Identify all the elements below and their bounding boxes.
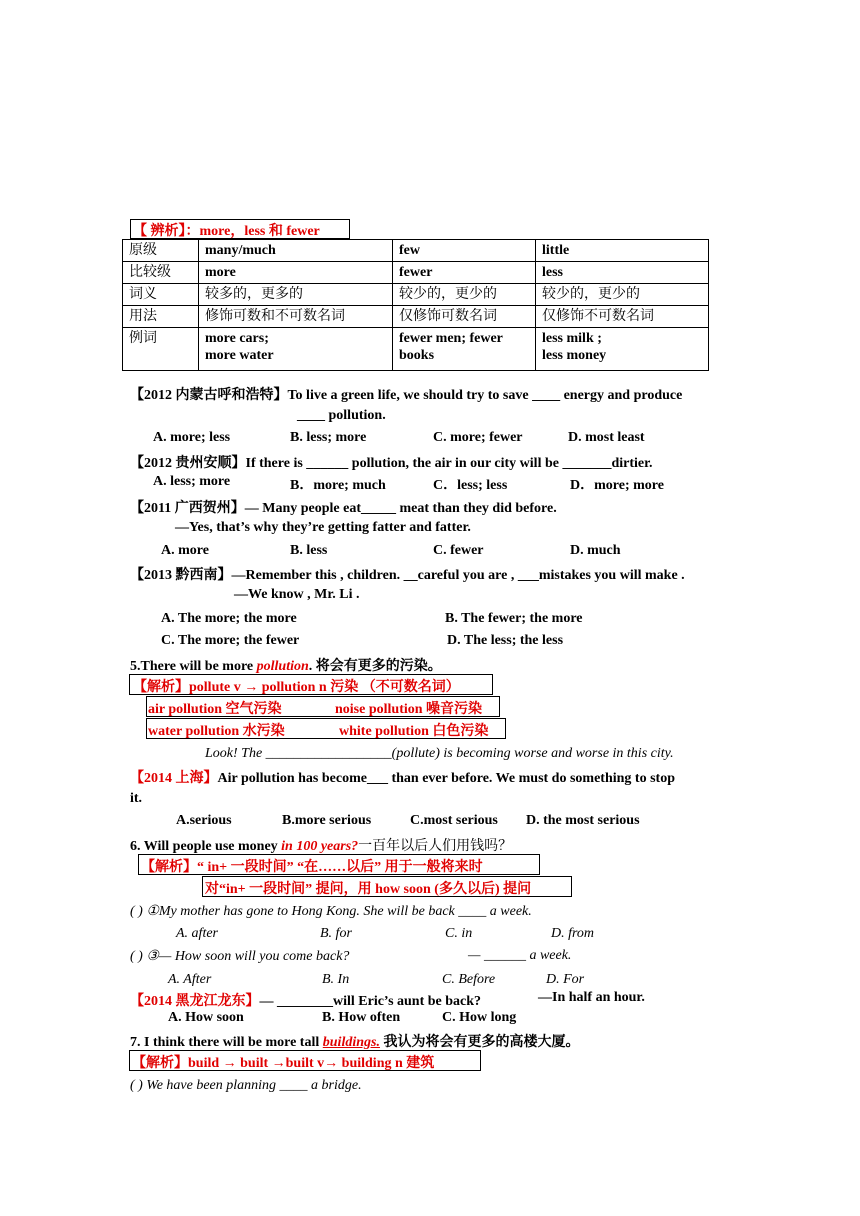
question-2 bbox=[130, 452, 653, 472]
sentence-text: 5.There will be more bbox=[130, 659, 257, 674]
table-cell: 例词 bbox=[123, 328, 199, 371]
sentence-translation: 我认为将会有更多的高楼大厦。 bbox=[379, 1035, 580, 1050]
question-stem: Air pollution has become___ than ever before. We must do something to stop bbox=[217, 771, 675, 786]
option: B. How often bbox=[322, 1010, 401, 1025]
analysis-text: 【解析】“ in+ 一段时间” “在……以后” 用于一般将来时 bbox=[141, 860, 483, 875]
question-source: 【2012 贵州安顺】 bbox=[130, 456, 246, 471]
option: B. less bbox=[290, 543, 328, 558]
option: C. fewer bbox=[433, 543, 484, 558]
option: D. most least bbox=[568, 430, 645, 445]
sentence-5 bbox=[130, 655, 442, 675]
table-cell: 较多的，更多的 bbox=[199, 284, 393, 306]
phrase: noise pollution 噪音污染 bbox=[335, 702, 483, 717]
question-source: 【2013 黔西南】 bbox=[130, 568, 232, 583]
sentence-text: 7. I think there will be more tall bbox=[130, 1035, 323, 1050]
table-row bbox=[123, 262, 709, 284]
question-source: 【2014 上海】 bbox=[130, 771, 218, 786]
option: D. much bbox=[570, 543, 621, 558]
option: B. less; more bbox=[290, 430, 367, 445]
option: D．more; more bbox=[570, 478, 664, 493]
table-cell: many/much bbox=[199, 240, 393, 262]
option: D. from bbox=[551, 926, 595, 941]
option: A. How soon bbox=[168, 1010, 244, 1025]
question-source: 【2011 广西贺州】 bbox=[130, 501, 245, 516]
table-cell: 较少的，更少的 bbox=[536, 284, 709, 306]
option: C. Before bbox=[442, 972, 496, 987]
table-cell: 比较级 bbox=[123, 262, 199, 284]
question-stem-cont: ____ pollution. bbox=[297, 408, 386, 423]
question-stem-cont: —We know , Mr. Li . bbox=[234, 587, 360, 602]
option: C. more; fewer bbox=[433, 430, 523, 445]
option: B．more; much bbox=[290, 478, 386, 493]
analysis-text: 对“in+ 一段时间” 提问，用 how soon (多久以后) 提问 bbox=[205, 882, 532, 897]
table-row bbox=[123, 328, 709, 371]
question-source: 【2014 黑龙江龙东】 bbox=[130, 994, 260, 1009]
question-3 bbox=[130, 497, 557, 517]
table-row bbox=[123, 306, 709, 328]
option: C. The more; the fewer bbox=[161, 633, 300, 648]
sentence-keyword: in 100 years? bbox=[281, 839, 359, 854]
option: A. After bbox=[168, 972, 212, 987]
question-stem: If there is ______ pollution, the air in our city will be _______dirtier. bbox=[245, 456, 653, 471]
table-cell: 修饰可数和不可数名词 bbox=[199, 306, 393, 328]
question-6 bbox=[130, 990, 481, 1010]
exercise-line: ( ) ①My mother has gone to Hong Kong. She will be back ____ a week. bbox=[130, 904, 532, 919]
question-stem: — Many people eat_____ meat than they did before. bbox=[244, 501, 557, 516]
option: D. The less; the less bbox=[447, 633, 564, 648]
question-source: 【2012 内蒙古呼和浩特】 bbox=[130, 388, 288, 403]
option: A. after bbox=[176, 926, 218, 941]
option: A. more; less bbox=[153, 430, 231, 445]
exercise-answer-line: — ______ a week. bbox=[468, 948, 572, 963]
question-stem: To live a green life, we should try to save ____ energy and produce bbox=[287, 388, 683, 403]
question-5 bbox=[130, 767, 675, 787]
question-answer-line: —In half an hour. bbox=[538, 990, 645, 1005]
comparison-header-text: 【 辨析】：more，less 和 fewer bbox=[133, 224, 320, 239]
question-stem-cont: —Yes, that’s why they’re getting fatter and fatter. bbox=[175, 520, 471, 535]
comparison-table bbox=[122, 239, 709, 371]
table-cell: more cars; more water bbox=[199, 328, 393, 371]
phrase: air pollution 空气污染 bbox=[148, 702, 282, 717]
option: A. more bbox=[161, 543, 209, 558]
question-4 bbox=[130, 564, 685, 584]
sentence-6 bbox=[130, 835, 512, 855]
exercise-line: ( ) ③— How soon will you come back? bbox=[130, 949, 350, 964]
table-cell: 用法 bbox=[123, 306, 199, 328]
sentence-keyword: buildings. bbox=[322, 1035, 380, 1050]
option: C. How long bbox=[442, 1010, 517, 1025]
table-cell: fewer bbox=[393, 262, 536, 284]
table-cell: 仅修饰可数名词 bbox=[393, 306, 536, 328]
table-cell: more bbox=[199, 262, 393, 284]
question-1 bbox=[130, 384, 682, 404]
table-cell: less milk ; less money bbox=[536, 328, 709, 371]
question-stem: — ________will Eric’s aunt be back? bbox=[259, 994, 482, 1009]
table-row bbox=[123, 284, 709, 306]
option: C.most serious bbox=[410, 813, 498, 828]
option: B. In bbox=[322, 972, 350, 987]
sentence-text: 6. Will people use money bbox=[130, 839, 282, 854]
exercise-line: Look! The __________________(pollute) is becoming worse and worse in this city. bbox=[205, 746, 674, 761]
table-cell: 词义 bbox=[123, 284, 199, 306]
question-stem: —Remember this , children. __careful you are , ___mistakes you will make . bbox=[231, 568, 685, 583]
table-cell: 原级 bbox=[123, 240, 199, 262]
option: B.more serious bbox=[282, 813, 372, 828]
analysis-text: 【解析】build → built →built v→ building n 建筑 bbox=[132, 1056, 435, 1071]
table-cell: little bbox=[536, 240, 709, 262]
analysis-text: 【解析】pollute v → pollution n 污染 （不可数名词） bbox=[133, 680, 460, 695]
table-cell: less bbox=[536, 262, 709, 284]
sentence-7 bbox=[130, 1031, 579, 1051]
option: C. in bbox=[445, 926, 473, 941]
sentence-translation: 一百年以后人们用钱吗？ bbox=[358, 839, 513, 854]
option: C．less; less bbox=[433, 478, 508, 493]
question-stem-cont: it. bbox=[130, 791, 143, 806]
option: A. The more; the more bbox=[161, 611, 297, 626]
option: D. the most serious bbox=[526, 813, 640, 828]
phrase: white pollution 白色污染 bbox=[339, 724, 489, 739]
table-cell: 仅修饰不可数名词 bbox=[536, 306, 709, 328]
sentence-translation: . 将会有更多的污染。 bbox=[308, 659, 442, 674]
option: D. For bbox=[546, 972, 585, 987]
option: B. The fewer; the more bbox=[445, 611, 583, 626]
phrase: water pollution 水污染 bbox=[148, 724, 285, 739]
exercise-line: ( ) We have been planning ____ a bridge. bbox=[130, 1078, 362, 1093]
option: B. for bbox=[320, 926, 352, 941]
table-row bbox=[123, 240, 709, 262]
option: A.serious bbox=[176, 813, 232, 828]
table-cell: 较少的，更少的 bbox=[393, 284, 536, 306]
table-cell: few bbox=[393, 240, 536, 262]
sentence-keyword: pollution bbox=[256, 659, 309, 674]
option: A. less; more bbox=[153, 474, 231, 489]
table-cell: fewer men; fewer books bbox=[393, 328, 536, 371]
